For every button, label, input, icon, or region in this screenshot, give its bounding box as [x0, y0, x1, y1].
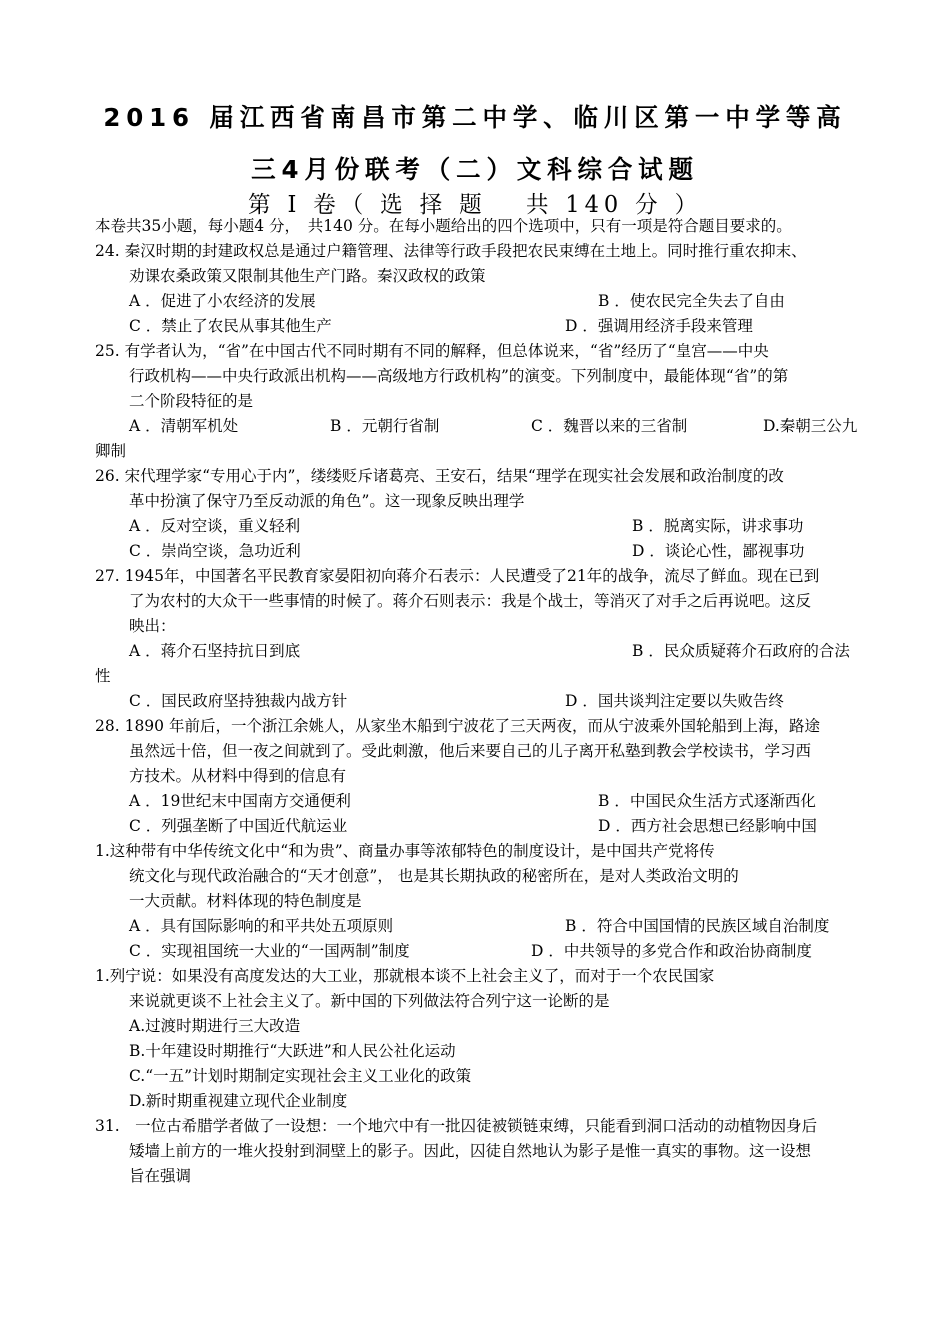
option-a: A ．反对空谈，重义轻利	[129, 517, 301, 535]
option-c: C ．国民政府坚持独裁内战方针	[129, 692, 348, 710]
question-stem: 革中扮演了保守乃至反动派的角色”。这一现象反映出理学	[129, 492, 525, 510]
question-stem: 二个阶段特征的是	[129, 392, 254, 410]
option-d: D.新时期重视建立现代企业制度	[129, 1092, 348, 1110]
option-b: B ．元朝行省制	[330, 417, 440, 435]
option-a: A ．19世纪末中国南方交通便利	[129, 792, 351, 810]
option-d: D ．强调用经济手段来管理	[565, 317, 753, 335]
question-stem: 来说就更谈不上社会主义了。新中国的下列做法符合列宁这一论断的是	[129, 992, 610, 1010]
question-stem: 旨在强调	[129, 1167, 192, 1185]
question-stem: 方技术。从材料中得到的信息有	[129, 767, 347, 785]
option-c: C.“一五”计划时期制定实现社会主义工业化的政策	[129, 1067, 472, 1085]
question-stem: 映出：	[129, 617, 176, 635]
option-c: C ．崇尚空谈，急功近利	[129, 542, 301, 560]
option-b: B ．符合中国国情的民族区域自治制度	[565, 917, 830, 935]
question-stem: 行政机构——中央行政派出机构——高级地方行政机构”的演变。下列制度中，最能体现“省”的第	[129, 367, 789, 385]
question-stem: 统文化与现代政治融合的“天才创意”， 也是其长期执政的秘密所在，是对人类政治文明的	[129, 867, 739, 885]
exam-title-line1: 2016 届江西省南昌市第二中学、临川区第一中学等高	[103, 103, 847, 132]
option-c: C ．列强垄断了中国近代航运业	[129, 817, 348, 835]
option-a: A ．清朝军机处	[129, 417, 239, 435]
exam-title-line2: 三4月份联考（二）文科综合试题	[251, 155, 699, 184]
option-b: B ．脱离实际，讲求事功	[632, 517, 804, 535]
option-b: B.十年建设时期推行“大跃进”和人民公社化运动	[129, 1042, 456, 1060]
option-d: D ．谈论心性，鄙视事功	[632, 542, 805, 560]
option-a: A ．促进了小农经济的发展	[129, 292, 316, 310]
question-stem: 28. 1890 年前后，一个浙江余姚人，从家坐木船到宁波花了三天两夜，而从宁波乘外国轮船到上海，路途	[95, 717, 820, 735]
option-a: A.过渡时期进行三大改造	[129, 1017, 301, 1035]
option-d: D ．西方社会思想已经影响中国	[598, 817, 817, 835]
option-a: A ．蒋介石坚持抗日到底	[129, 642, 301, 660]
question-stem: 24. 秦汉时期的封建政权总是通过户籍管理、法律等行政手段把农民束缚在土地上。同时推行重农抑末、	[95, 242, 807, 260]
question-stem: 25. 有学者认为，“省”在中国古代不同时期有不同的解释，但总体说来，“省”经历了“皇宫——中央	[95, 342, 769, 360]
section-title: 第 I 卷（ 选 择 题 共 140 分 ）	[247, 192, 702, 218]
option-c: C ．禁止了农民从事其他生产	[129, 317, 332, 335]
option-b: B ．使农民完全失去了自由	[598, 292, 785, 310]
option-b: B ．民众质疑蒋介石政府的合法	[632, 642, 850, 660]
question-stem: 1.这种带有中华传统文化中“和为贵”、商量办事等浓郁特色的制度设计，是中国共产党将传	[95, 842, 715, 860]
question-stem: 了为农村的大众干一些事情的时候了。蒋介石则表示：我是个战士，等消灭了对手之后再说吧。这反	[129, 592, 812, 610]
option-d: D ．国共谈判注定要以失败告终	[565, 692, 784, 710]
option-c: C ．实现祖国统一大业的“一国两制”制度	[129, 942, 410, 960]
question-stem: 1.列宁说：如果没有高度发达的大工业，那就根本谈不上社会主义了，而对于一个农民国家	[95, 967, 715, 985]
option-c: C ．魏晋以来的三省制	[531, 417, 688, 435]
option-b-wrap: 性	[95, 667, 111, 685]
question-stem: 一大贡献。材料体现的特色制度是	[129, 892, 362, 910]
question-stem: 劝课农桑政策又限制其他生产门路。秦汉政权的政策	[129, 267, 486, 285]
option-d: D.秦朝三公九	[763, 417, 858, 435]
question-stem: 虽然远十倍，但一夜之间就到了。受此刺激，他后来要自己的儿子离开私塾到教会学校读书，学习西	[129, 742, 812, 760]
question-stem: 26. 宋代理学家“专用心于内”，缕缕贬斥诸葛亮、王安石，结果“理学在现实社会发展和政治制度的改	[95, 467, 784, 485]
question-stem: 27. 1945年，中国著名平民教育家晏阳初向蒋介石表示：人民遭受了21年的战争，流尽了鲜血。现在已到	[95, 567, 820, 585]
option-d-wrap: 卿制	[95, 442, 127, 460]
option-b: B ．中国民众生活方式逐渐西化	[598, 792, 816, 810]
question-stem: 矮墙上前方的一堆火投射到洞壁上的影子。因此，囚徒自然地认为影子是惟一真实的事物。这一设想	[129, 1142, 812, 1160]
intro-text: 本卷共35小题，每小题4 分， 共140 分。在每小题给出的四个选项中，只有一项是符合题目要求的。	[95, 217, 792, 235]
option-d: D ．中共领导的多党合作和政治协商制度	[531, 942, 812, 960]
question-stem: 31. 一位古希腊学者做了一设想：一个地穴中有一批囚徒被锁链束缚，只能看到洞口活动的动植物因身后	[95, 1117, 818, 1135]
option-a: A ．具有国际影响的和平共处五项原则	[129, 917, 394, 935]
